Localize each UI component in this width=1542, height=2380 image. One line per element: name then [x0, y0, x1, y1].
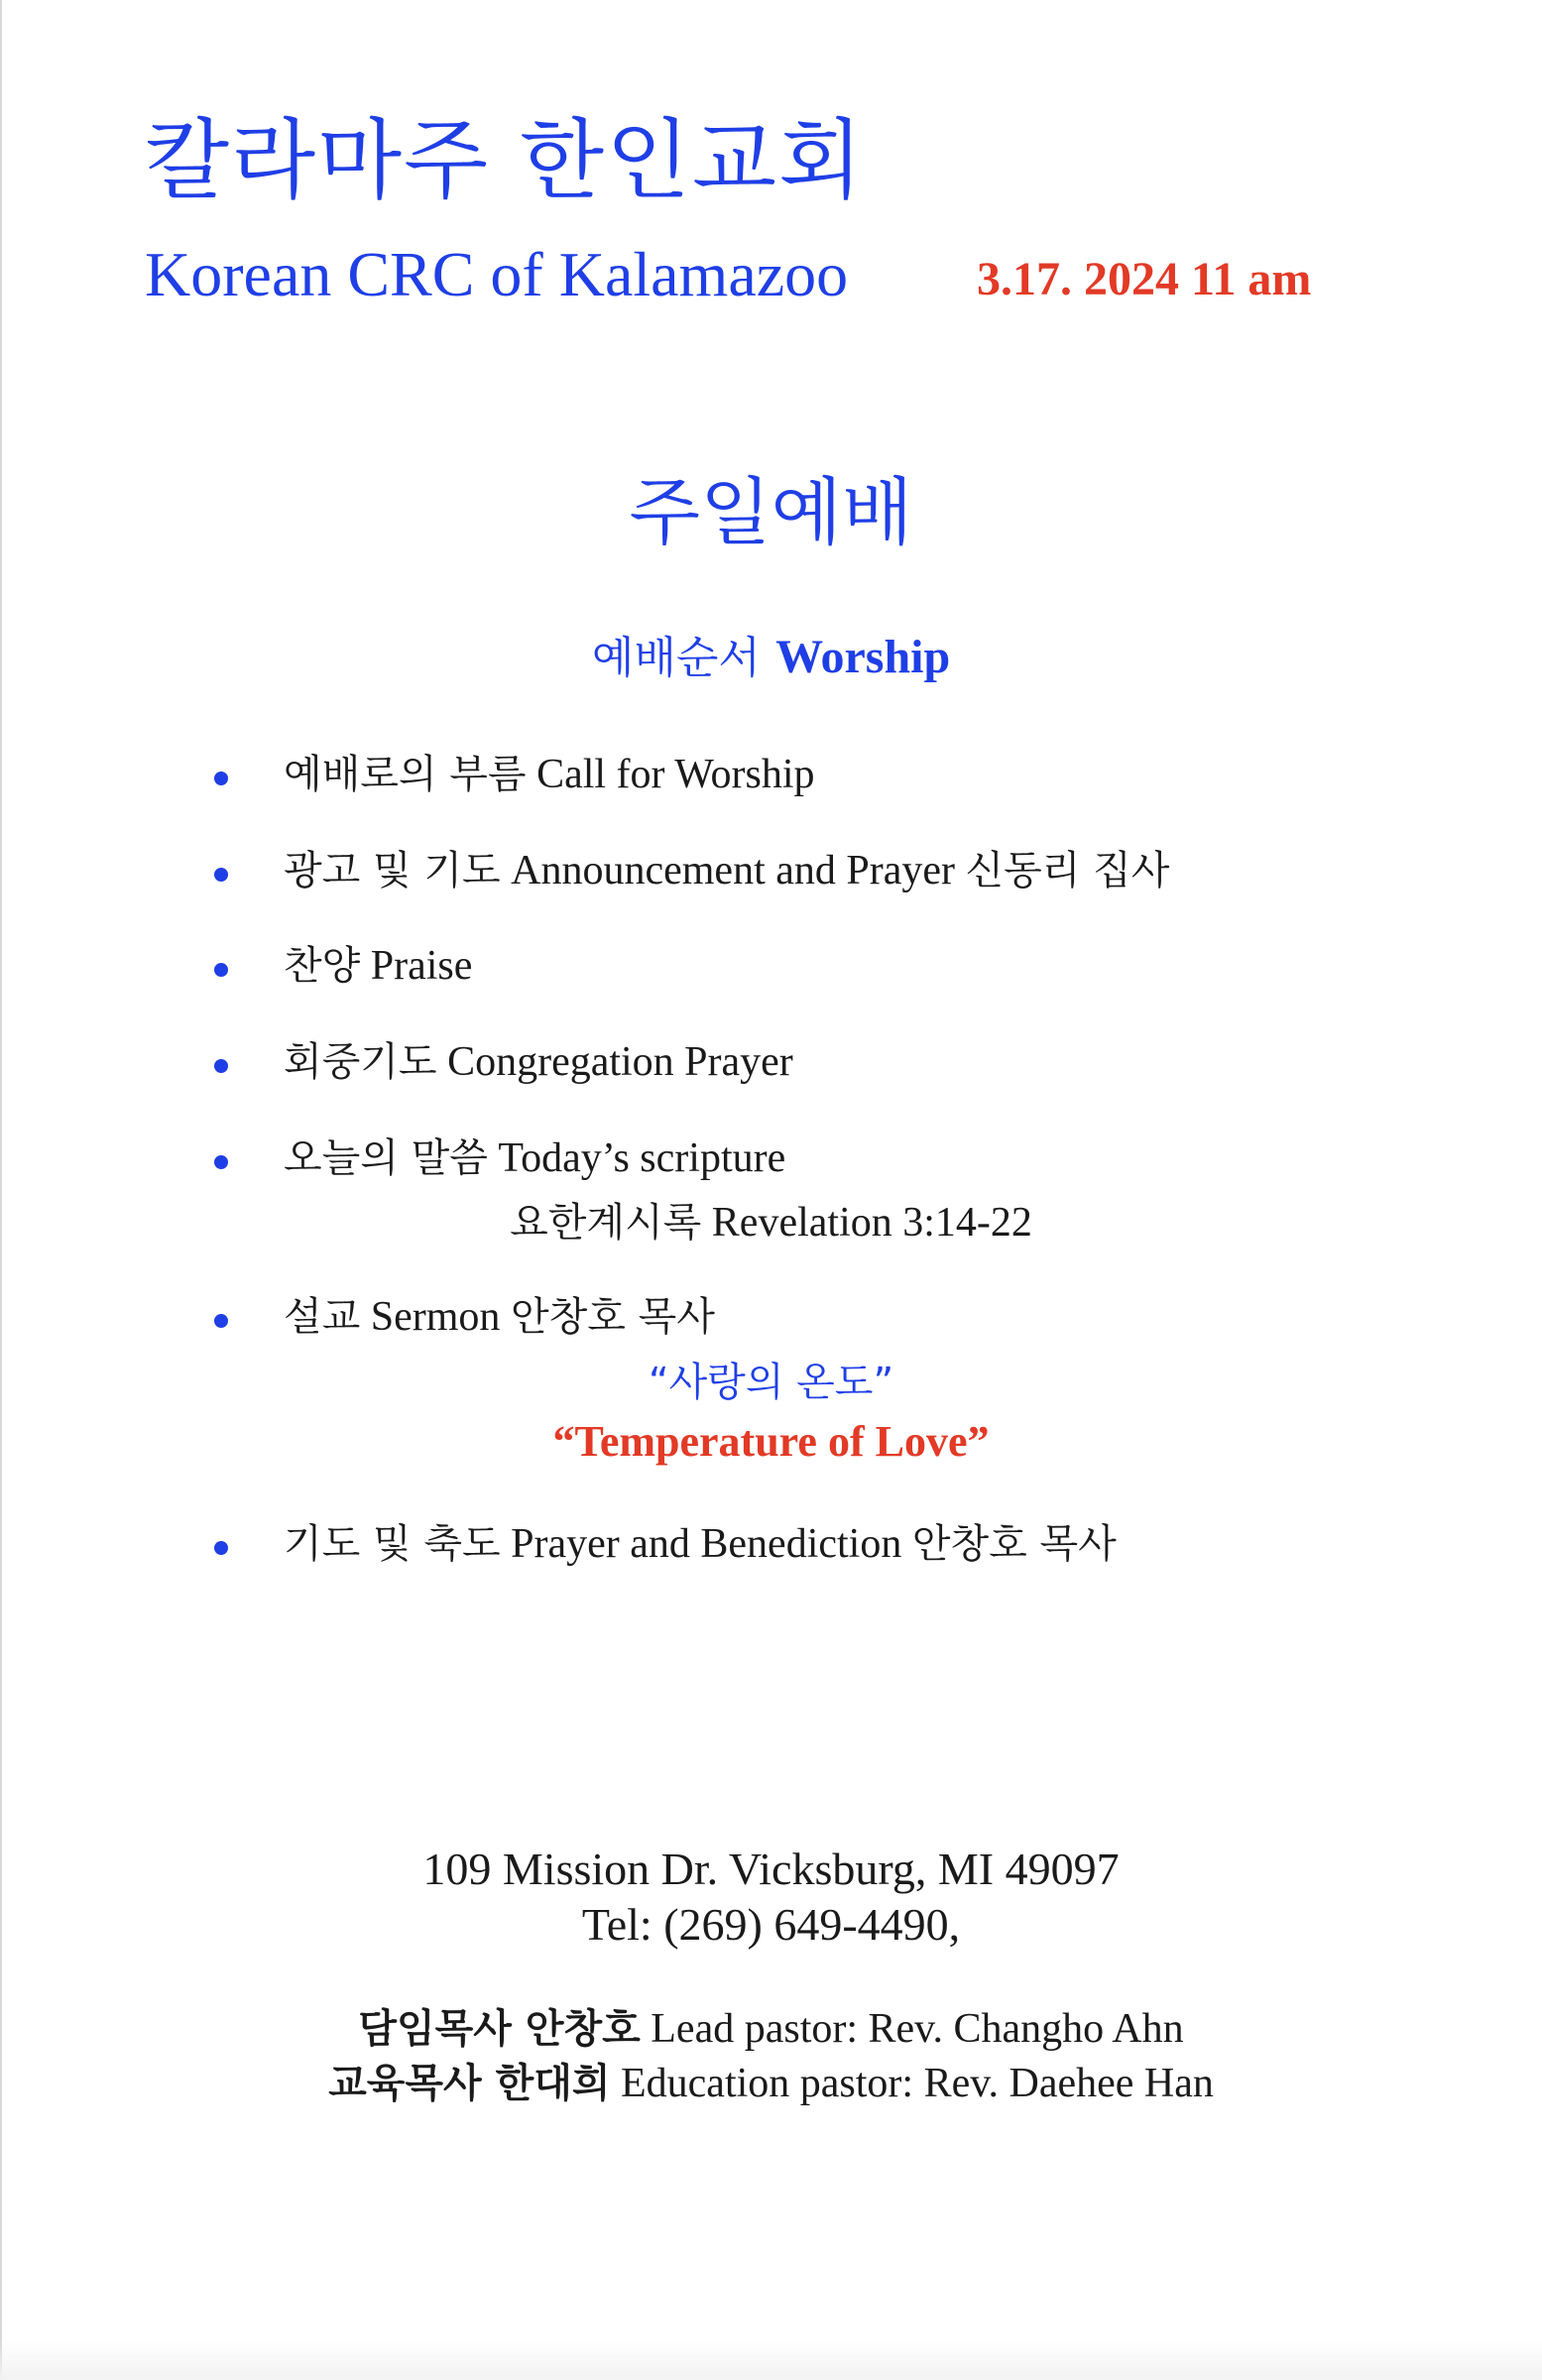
education-pastor-english: Education pastor: Rev. Daehee Han [621, 2061, 1214, 2106]
item-korean: 찬양 [284, 943, 361, 989]
service-title: 주일예배 [629, 470, 913, 555]
church-telephone: Tel: (269) 649-4490, [581, 1899, 961, 1950]
scripture-korean: 요한계시록 [510, 1200, 702, 1246]
item-english: Call for Worship [536, 752, 815, 797]
sermon-title-english: “Temperature of Love” [552, 1417, 990, 1466]
bullet-icon [214, 1541, 228, 1555]
order-heading-english: Worship [775, 631, 951, 683]
lead-pastor-english: Lead pastor: Rev. Changho Ahn [651, 2006, 1184, 2052]
education-pastor-line [0, 2063, 1542, 2104]
item-korean: 예배로의 부름 [284, 752, 527, 797]
page-bottom-shadow [0, 2340, 1542, 2380]
item-leader: 신동리 집사 [965, 848, 1170, 893]
item-english: Sermon [370, 1294, 501, 1340]
bullet-icon [214, 868, 228, 882]
sermon-title-korean: “사랑의 온도” [648, 1360, 894, 1405]
item-korean: 회중기도 [284, 1039, 437, 1085]
item-korean: 오늘의 말씀 [284, 1135, 488, 1181]
church-name-english: Korean CRC of Kalamazoo [145, 239, 849, 309]
item-english: Today’s scripture [498, 1135, 786, 1181]
item-korean: 광고 및 기도 [284, 848, 501, 893]
lead-pastor-line [0, 2008, 1542, 2050]
bullet-icon [214, 772, 228, 785]
item-english: Congregation Prayer [447, 1039, 793, 1085]
service-date: 3.17. 2024 11 am [977, 253, 1312, 305]
education-pastor-korean: 교육목사 한대희 [328, 2061, 611, 2106]
item-english: Prayer and Benediction [511, 1521, 902, 1567]
item-english: Announcement and Prayer [511, 848, 955, 893]
bullet-icon [214, 1314, 228, 1328]
church-name-korean: 칼라마주 한인교회 [145, 109, 866, 211]
scripture-reference [0, 1202, 1542, 1244]
bullet-icon [214, 1059, 228, 1073]
order-heading-korean: 예배순서 [591, 633, 761, 683]
scripture-english: Revelation 3:14-22 [711, 1200, 1032, 1246]
item-leader: 안창호 목사 [510, 1294, 715, 1340]
church-address: 109 Mission Dr. Vicksburg, MI 49097 [422, 1844, 1120, 1894]
bullet-icon [214, 1155, 228, 1169]
item-korean: 기도 및 축도 [284, 1521, 501, 1567]
item-korean: 설교 [284, 1294, 361, 1340]
lead-pastor-korean: 담임목사 안창호 [358, 2006, 641, 2052]
item-english: Praise [370, 943, 473, 989]
order-of-worship-heading [0, 633, 1542, 681]
bullet-icon [214, 963, 228, 977]
item-leader: 안창호 목사 [911, 1521, 1117, 1567]
